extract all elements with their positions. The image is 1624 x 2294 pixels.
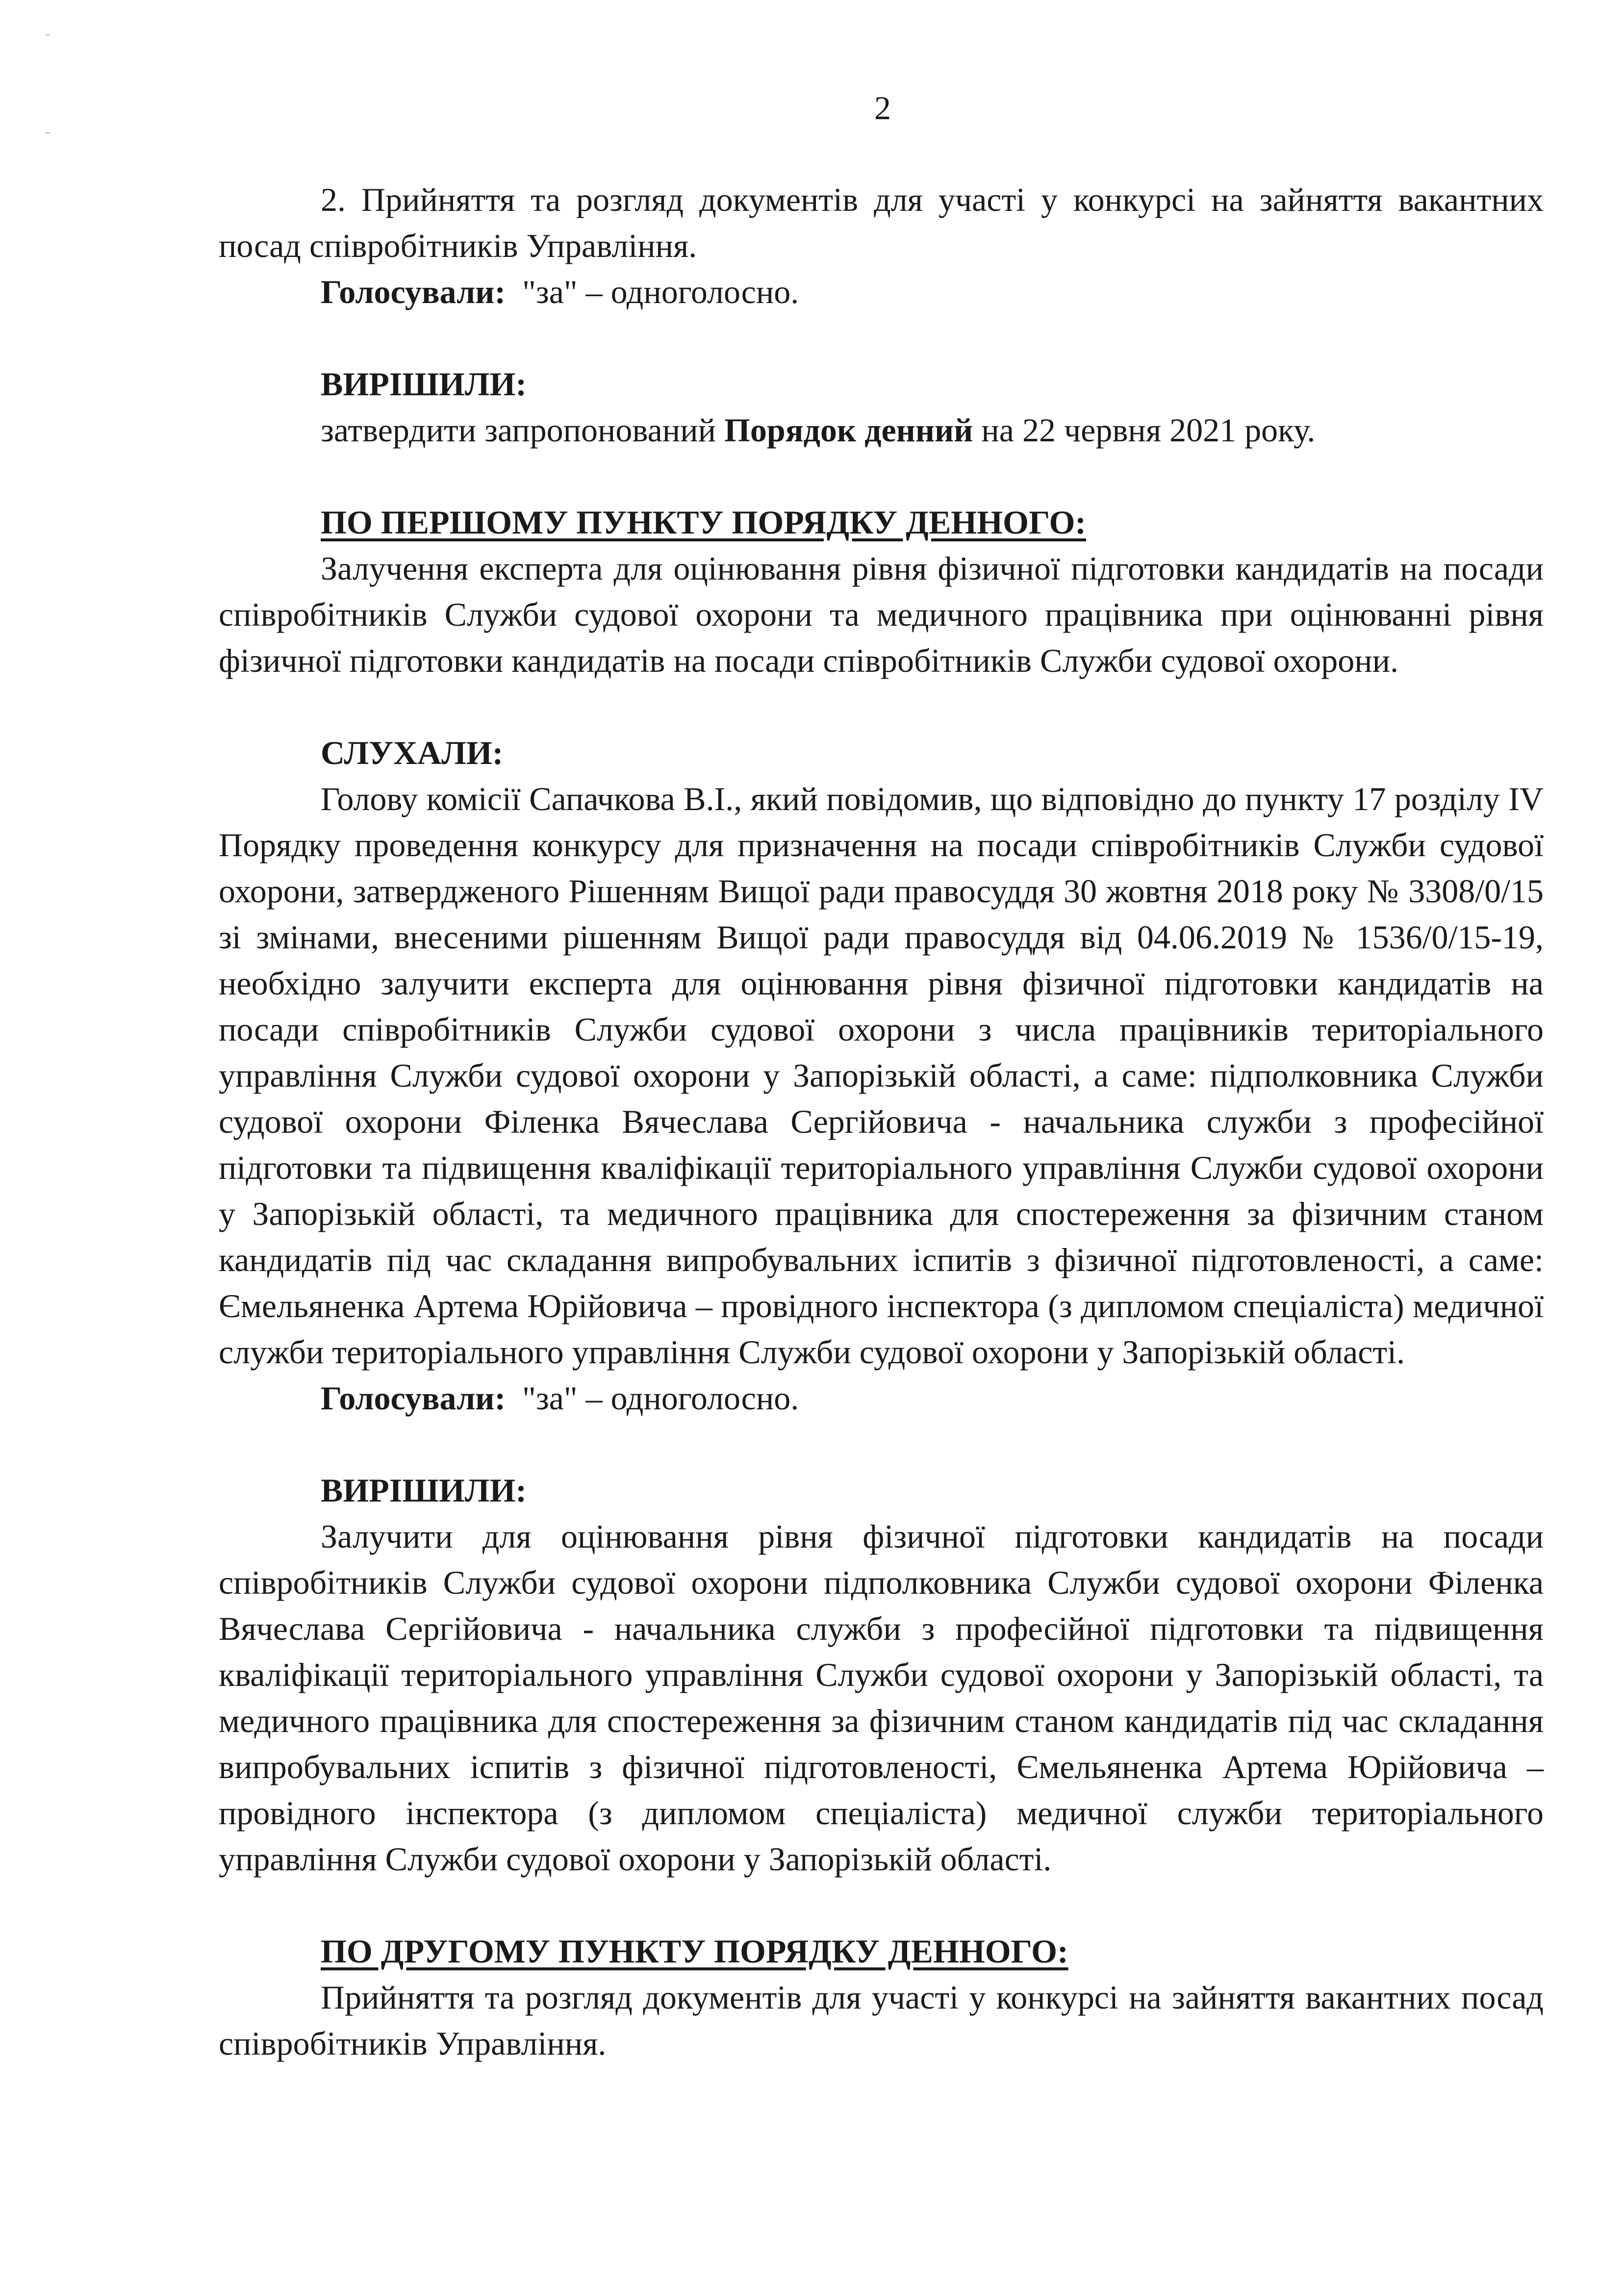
second-item-text: Прийняття та розгляд документів для участі у конкурсі на зайняття вакантних посад співробітників Управління. <box>219 1979 1544 2062</box>
second-item-heading: ПО ДРУГОМУ ПУНКТУ ПОРЯДКУ ДЕННОГО: <box>321 1933 1068 1970</box>
decided-text-part: на 22 червня 2021 року. <box>973 411 1316 449</box>
vote-result: "за" – одноголосно. <box>522 273 799 310</box>
first-item-text: Залучення експерта для оцінювання рівня фізичної підготовки кандидатів на посади співробітників Служби судової охорони та медичного працівника при оцінюванні рівня фізичної підготовки кандидатів на посади співробітників Служби судової охорони. <box>219 550 1544 679</box>
scan-mark <box>45 132 50 133</box>
vote-result: "за" – одноголосно. <box>522 1379 799 1417</box>
agenda-item-2: 2. Прийняття та розгляд документів для участі у конкурсі на зайняття вакантних посад співробітників Управління. <box>219 181 1544 264</box>
decided-heading: ВИРІШИЛИ: <box>321 365 527 403</box>
decided-text <box>219 407 1544 453</box>
first-item-heading: ПО ПЕРШОМУ ПУНКТУ ПОРЯДКУ ДЕННОГО: <box>321 504 1087 541</box>
vote-line <box>219 1375 1544 1421</box>
scan-mark <box>45 34 50 35</box>
vote-label: Голосували: <box>321 1379 506 1417</box>
vote-label: Голосували: <box>321 273 506 310</box>
heard-text: Голову комісії Сапачкова В.І., який повідомив, що відповідно до пункту 17 розділу IV Порядку проведення конкурсу для призначення на посади співробітників Служби судової охорони, затвердженого Рішенням Вищої ради правосуддя 30 жовтня 2018 року № 3308/0/15 зі змінами, внесеними рішенням Вищої ради правосуддя від 04.06.2019 № 1536/0/15-19, необхідно залучити експерта для оцінювання рівня фізичної підготовки кандидатів на посади співробітників Служби судової охорони з числа працівників територіального управління Служби судової охорони у Запорізькій області, а саме: підполковника Служби судової охорони Філенка Вячеслава Сергійовича - начальника служби з професійної підготовки та підвищення кваліфікації територіального управління Служби судової охорони у Запорізькій області, та медичного працівника для спостереження за фізичним станом кандидатів під час складання випробувальних іспитів з фізичної підготовленості, а саме: Ємельяненка Артема Юрійовича – провідного інспектора (з дипломом спеціаліста) медичної служби територіального управління Служби судової охорони у Запорізькій області. <box>219 780 1544 1371</box>
decided-heading: ВИРІШИЛИ: <box>321 1472 527 1509</box>
document-body <box>219 177 1544 2066</box>
vote-line <box>219 269 1544 315</box>
heard-heading: СЛУХАЛИ: <box>321 734 504 771</box>
agenda-bold-term: Порядок денний <box>724 411 973 449</box>
page-number: 2 <box>874 89 891 127</box>
decided-text-part: затвердити запропонований <box>321 411 724 449</box>
decided-text: Залучити для оцінювання рівня фізичної підготовки кандидатів на посади співробітників Служби судової охорони підполковника Служби судової охорони Філенка Вячеслава Сергійовича - начальника служби з професійної підготовки та підвищення кваліфікації територіального управління Служби судової охорони у Запорізькій області, та медичного працівника для спостереження за фізичним станом кандидатів під час складання випробувальних іспитів з фізичної підготовленості, Ємельяненка Артема Юрійовича – провідного інспектора (з дипломом спеціаліста) медичної служби територіального управління Служби судової охорони у Запорізькій області. <box>219 1518 1544 1878</box>
